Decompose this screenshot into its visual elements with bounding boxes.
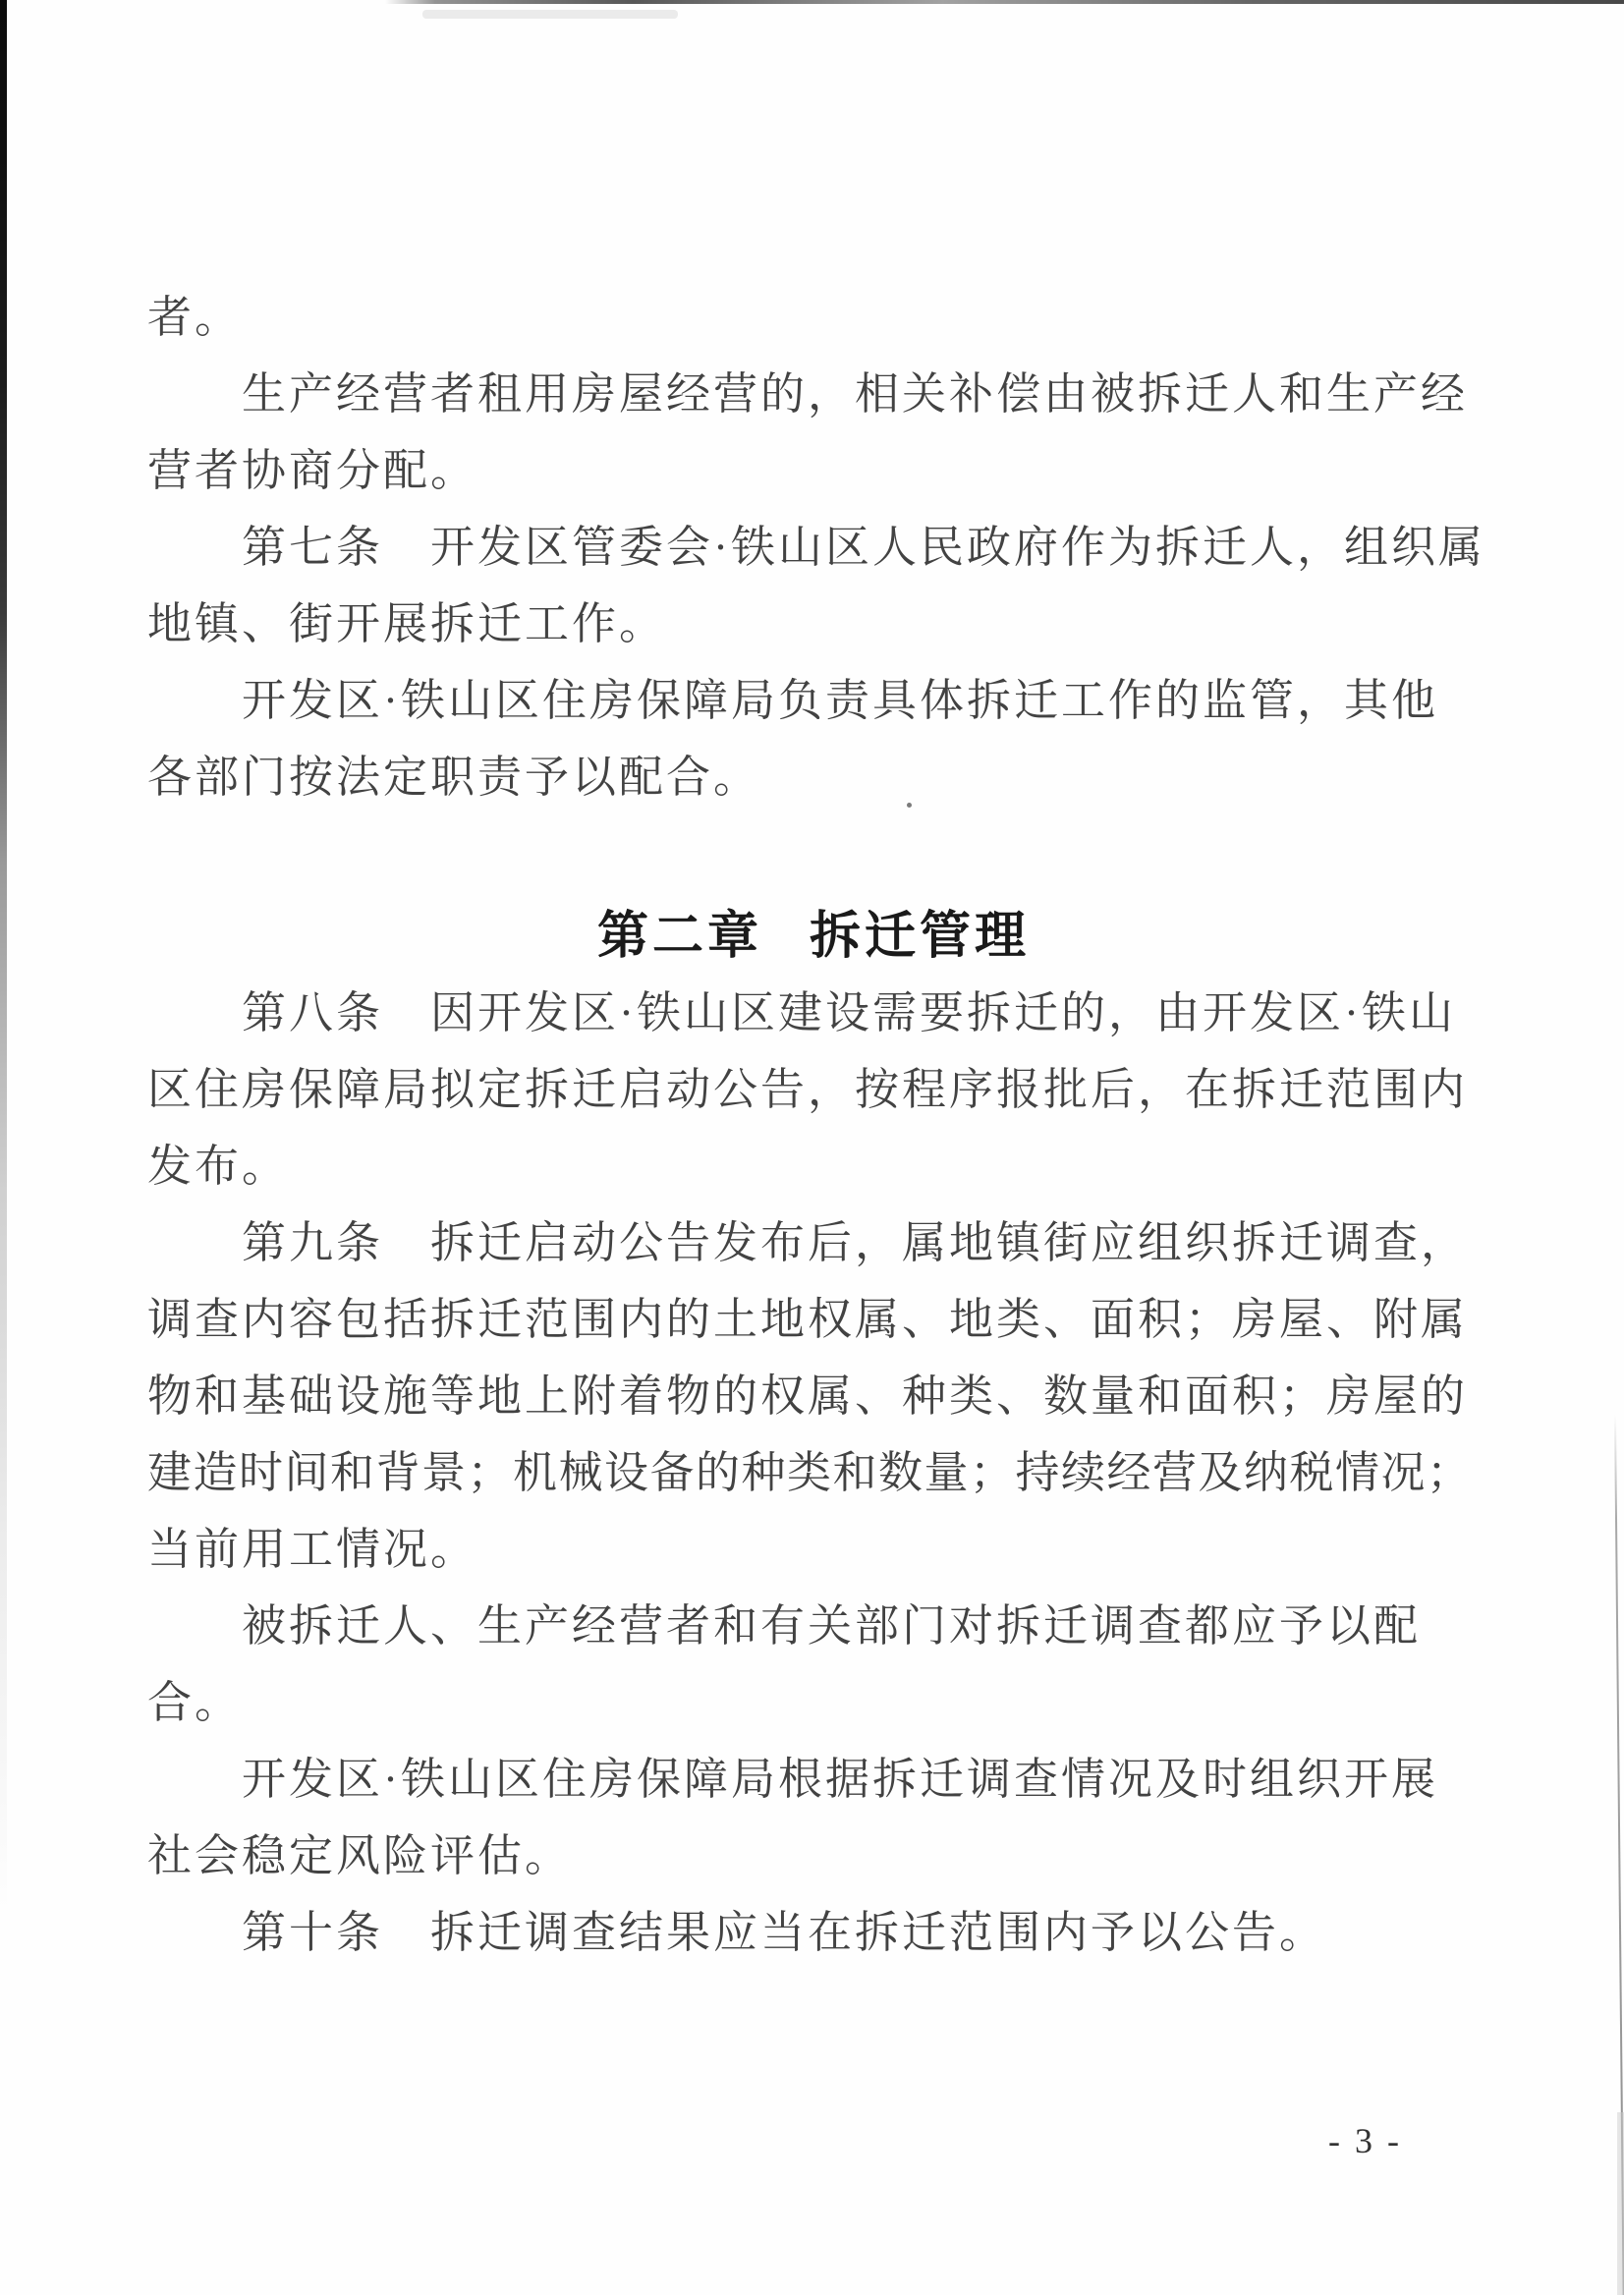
chapter-number: 第二章 xyxy=(596,908,762,965)
scan-edge-shadow-top xyxy=(385,0,1624,4)
paragraph xyxy=(147,1588,1480,1741)
text-line: 建造时间和背景；机械设备的种类和数量；持续经营及纳税情况； xyxy=(147,1448,1473,1497)
text-line: 区住房保障局拟定拆迁启动公告，按程序报批后，在拆迁范围内 xyxy=(147,1065,1469,1114)
text-line: 第九条 拆迁启动公告发布后，属地镇街应组织拆迁调查， xyxy=(242,1218,1469,1267)
text-line: 第八条 因开发区·铁山区建设需要拆迁的，由开发区·铁山 xyxy=(242,988,1456,1037)
paragraph-continuation xyxy=(147,279,1480,356)
chapter-heading xyxy=(147,898,1480,975)
scan-corner-shadow-bottom-right xyxy=(1617,2112,1624,2295)
paragraph-article-9 xyxy=(147,1204,1480,1588)
document-text-column xyxy=(147,279,1485,1971)
page-number: - 3 - xyxy=(1328,2121,1402,2160)
text-line: 营者协商分配。 xyxy=(147,446,478,495)
text-line: 各部门按法定职责予以配合。 xyxy=(147,753,761,802)
text-line: 者。 xyxy=(147,293,243,342)
text-line: 地镇、街开展拆迁工作。 xyxy=(147,599,667,648)
text-line: 第七条 开发区管委会·铁山区人民政府作为拆迁人，组织属 xyxy=(242,523,1485,572)
paragraph-article-7 xyxy=(147,509,1485,662)
scan-smudge-top xyxy=(422,10,678,19)
chapter-title: 拆迁管理 xyxy=(810,908,1031,965)
paragraph-article-10 xyxy=(147,1894,1480,1971)
paragraph xyxy=(147,356,1480,509)
paragraph xyxy=(147,662,1480,815)
text-line: 当前用工情况。 xyxy=(147,1525,478,1574)
text-line: 开发区·铁山区住房保障局根据拆迁调查情况及时组织开展 xyxy=(242,1755,1438,1804)
paragraph xyxy=(147,1741,1480,1894)
text-line: 发布。 xyxy=(147,1142,290,1191)
text-line: 物和基础设施等地上附着物的权属、种类、数量和面积；房屋的 xyxy=(147,1371,1469,1421)
text-line: 合。 xyxy=(147,1678,243,1727)
text-line: 被拆迁人、生产经营者和有关部门对拆迁调查都应予以配 xyxy=(242,1601,1422,1651)
text-line: 第十条 拆迁调查结果应当在拆迁范围内予以公告。 xyxy=(242,1908,1327,1957)
text-line: 调查内容包括拆迁范围内的土地权属、地类、面积；房屋、附属 xyxy=(147,1295,1469,1344)
paragraph-article-8 xyxy=(147,975,1480,1204)
text-line: 社会稳定风险评估。 xyxy=(147,1831,573,1880)
scan-edge-shadow-left xyxy=(0,0,7,1916)
text-line: 开发区·铁山区住房保障局负责具体拆迁工作的监管，其他 xyxy=(242,676,1438,725)
text-line: 生产经营者租用房屋经营的，相关补偿由被拆迁人和生产经 xyxy=(242,369,1469,419)
